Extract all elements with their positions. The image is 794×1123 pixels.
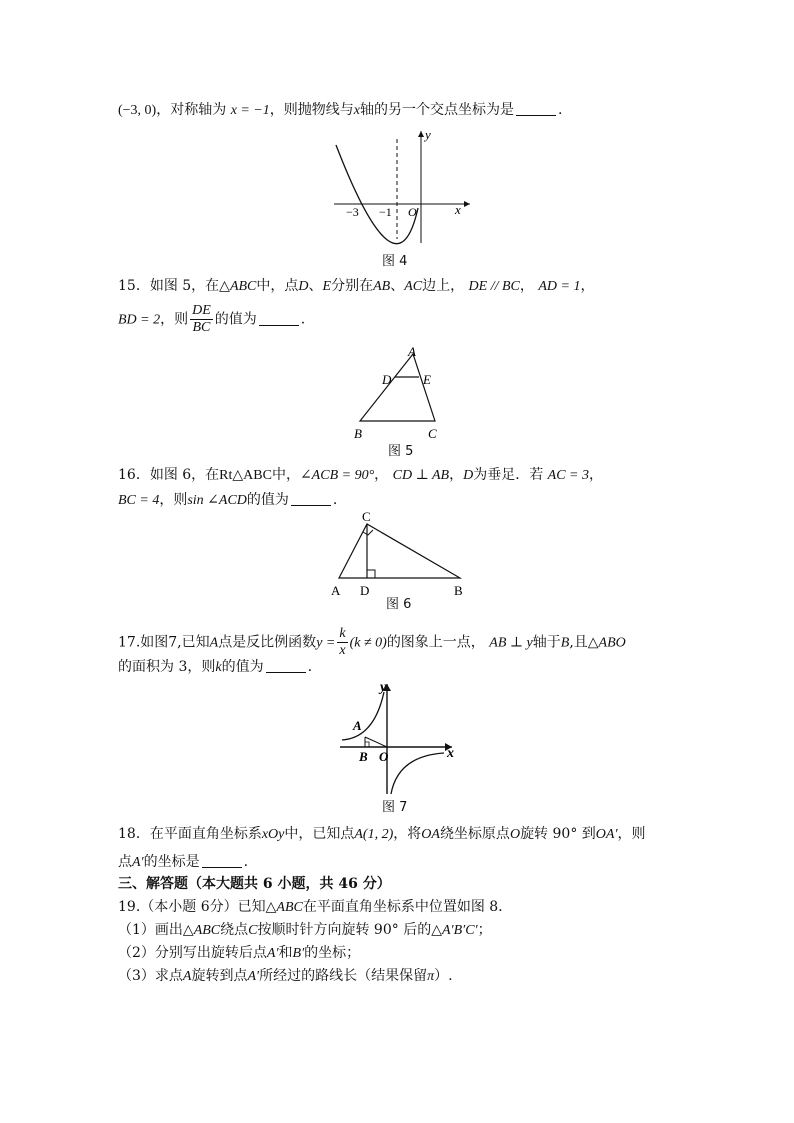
q18-text: ，则: [617, 826, 646, 842]
fig6-label-d: D: [360, 583, 370, 598]
q19-point-a: A: [182, 969, 192, 984]
q15-bd: BD = 2: [118, 312, 161, 328]
q15-parallel: DE // BC: [468, 279, 520, 294]
q16-comma: ，: [449, 467, 464, 483]
q19-triangle: △ABC: [182, 923, 221, 938]
q19-part1: [118, 920, 492, 941]
q19-text: 按顺时针方向旋转 90° 后的: [257, 922, 432, 938]
q17-line2: [118, 657, 312, 678]
q19-text: 和: [278, 945, 293, 961]
q17-text: 的图象上一点，: [386, 634, 485, 651]
fig4-x-label: x: [455, 202, 461, 217]
fig4-tick-m1: −1: [379, 205, 392, 219]
section-heading: 三、解答题（本大题共 6 小题，共 46 分）: [118, 876, 391, 892]
q17-point-b: B: [560, 635, 570, 651]
q18-a-prime: A′: [132, 855, 144, 870]
q16-end: .: [332, 492, 338, 508]
q16-text: ，则: [159, 492, 188, 508]
q19-pi: π: [427, 969, 435, 984]
q16-text: 的值为: [246, 492, 289, 508]
q15-comma: ，: [519, 278, 534, 294]
q15-text: ，则: [160, 311, 189, 328]
q19-point-c: C: [248, 923, 258, 938]
fig7-label-a: A: [353, 718, 362, 733]
q17-condition: (k ≠ 0): [349, 635, 387, 651]
figure-5-triangle: [350, 344, 450, 444]
q18-oa: OA: [421, 827, 440, 842]
q18-o: O: [509, 827, 521, 842]
q15-comma: ，: [580, 278, 595, 294]
q17-triangle: △ABO: [587, 635, 626, 651]
fig5-label-b: B: [354, 426, 362, 441]
q16-sin: sin ∠ACD: [187, 493, 247, 508]
q16-ac: AC = 3: [547, 468, 590, 483]
q17-line1: [118, 626, 626, 659]
q16-bc: BC = 4: [118, 493, 160, 508]
q16-line1: [118, 465, 603, 486]
fig7-label-b: B: [359, 749, 368, 764]
q18-line2: [118, 852, 248, 873]
q19-text: （2）分别写出旋转后点: [118, 945, 267, 961]
fig6-label-c: C: [362, 509, 371, 524]
q19-triangle-prime: △A′B′C′: [431, 923, 478, 938]
q14-end: .: [558, 102, 563, 118]
q15-frac-denominator: BC: [192, 320, 211, 335]
q16-triangle: Rt△ABC: [219, 468, 272, 483]
fig4-origin: O: [408, 205, 417, 219]
q19-text: （3）求点: [118, 968, 183, 984]
q14-point: (−3, 0): [118, 103, 157, 118]
figure-6-right-triangle: [323, 508, 473, 600]
fig5-label-d: D: [382, 372, 392, 387]
fig6-label-b: B: [454, 583, 463, 598]
answer-blank: [202, 853, 242, 868]
q15-line1: [118, 276, 594, 297]
q16-text: 为垂足．若: [473, 467, 544, 483]
q16-line2: [118, 490, 337, 511]
q19-text: 绕点: [220, 922, 249, 938]
q19-text: 在平面直角坐标系中位置如图 8．: [302, 899, 513, 915]
q19-text: 所经过的路线长（结果保留: [259, 968, 428, 984]
q18-text: 点: [118, 854, 132, 870]
q15-text: 分别在: [331, 278, 374, 294]
q18-text: ，将: [393, 826, 422, 842]
q17-text: 轴于: [532, 634, 561, 651]
q17-frac-numerator: k: [339, 626, 346, 641]
fig7-caption: 图 7: [382, 800, 408, 815]
fig7-y-label: y: [380, 680, 387, 695]
fig7-x-label: x: [447, 746, 454, 761]
fig7-label-o: O: [379, 749, 389, 764]
answer-blank: [266, 658, 306, 673]
q18-text: 绕坐标原点: [439, 826, 510, 842]
q17-fraction: [337, 626, 347, 659]
q14-x: x: [353, 103, 361, 118]
q18-number: 18．在平面直角坐标系: [118, 826, 262, 842]
fig4-y-label: y: [425, 127, 431, 142]
q15-frac-numerator: DE: [192, 303, 211, 318]
answer-blank: [259, 311, 299, 326]
q19-part2: [118, 943, 360, 964]
answer-blank: [291, 491, 331, 506]
answer-blank: [516, 101, 556, 116]
q15-ad: AD = 1: [538, 279, 581, 294]
figure-7-hyperbola: [338, 678, 460, 798]
q18-xoy: xOy: [261, 827, 285, 842]
q14-axis: x = −1: [230, 103, 270, 118]
q19-text: 的坐标；: [304, 945, 361, 961]
q17-y-eq: y =: [316, 635, 336, 651]
q19-triangle: △ABC: [265, 900, 303, 915]
q15-side-ac: AC: [404, 279, 423, 294]
q15-line2: [118, 303, 305, 336]
q15-text: 边上，: [422, 278, 465, 294]
q15-text: 的值为: [214, 311, 257, 328]
q17-point-a: A: [209, 635, 219, 651]
q15-sep: 、: [308, 278, 323, 294]
q18-oa-prime: OA′: [595, 827, 618, 842]
fig6-caption: 图 6: [386, 597, 412, 612]
fig6-label-a: A: [331, 583, 341, 598]
fig5-label-a: A: [408, 344, 416, 359]
q15-triangle: △ABC: [219, 279, 257, 294]
q19-text: 旋转到点: [191, 968, 248, 984]
q17-end: .: [307, 659, 313, 675]
q15-point-d: D: [298, 279, 309, 294]
q14-text3: 轴的另一个交点坐标为是: [360, 102, 515, 118]
q19-a-prime: A′: [247, 969, 260, 984]
q17-text: 点是反比例函数: [218, 634, 317, 651]
q14-text1: ，对称轴为: [156, 102, 227, 118]
q15-fraction: [190, 303, 213, 336]
q16-perp: CD ⊥ AB: [392, 468, 450, 483]
q14-tail-line: [118, 100, 562, 121]
q19-head: [118, 897, 512, 918]
q16-comma: ，: [374, 467, 389, 483]
fig4-tick-m3: −3: [346, 205, 359, 219]
fig5-label-c: C: [428, 426, 437, 441]
q17-text: 的面积为 3，则: [118, 659, 216, 675]
q17-text: ,且: [569, 634, 588, 651]
q17-frac-denominator: x: [339, 643, 346, 658]
q19-text: ；: [477, 922, 492, 938]
q19-text: （1）画出: [118, 922, 183, 938]
q18-text: 中，已知点: [284, 826, 355, 842]
q18-line1: [118, 824, 646, 845]
fig5-caption: 图 5: [388, 444, 414, 459]
q16-angle: ∠ACB = 90°: [299, 468, 375, 483]
q19-a-prime: A′: [266, 946, 279, 961]
q17-text: 的值为: [221, 659, 264, 675]
q19-b-prime: B′: [292, 946, 305, 961]
q16-point-d: D: [463, 468, 474, 483]
q19-part3: [118, 966, 453, 987]
q18-text: 的坐标是: [143, 854, 200, 870]
q15-side-ab: AB: [373, 279, 391, 294]
q15-number: 15．如图 5，在: [118, 278, 220, 294]
q19-text: 19.（本小题 6分）已知: [118, 899, 266, 915]
q15-sep: 、: [390, 278, 405, 294]
q18-point: A(1, 2): [354, 827, 394, 842]
q18-text: 旋转 90° 到: [520, 826, 596, 842]
q14-text2: ，则抛物线与: [269, 102, 354, 118]
q15-text: 中，点: [256, 278, 299, 294]
q15-end: .: [300, 311, 306, 328]
q17-number: 17.如图7,已知: [118, 634, 210, 651]
q16-comma: ，: [589, 467, 604, 483]
q17-perp: AB ⊥ y: [489, 635, 533, 651]
figure-4-parabola: [332, 127, 477, 245]
q16-number: 16．如图 6，在: [118, 467, 220, 483]
fig4-caption: 图 4: [382, 254, 408, 269]
q17-k: k: [215, 660, 222, 675]
q16-text: 中，: [271, 467, 300, 483]
fig5-label-e: E: [423, 372, 431, 387]
q18-end: .: [243, 854, 249, 870]
q15-point-e: E: [322, 279, 332, 294]
q19-text: ）.: [434, 968, 453, 984]
